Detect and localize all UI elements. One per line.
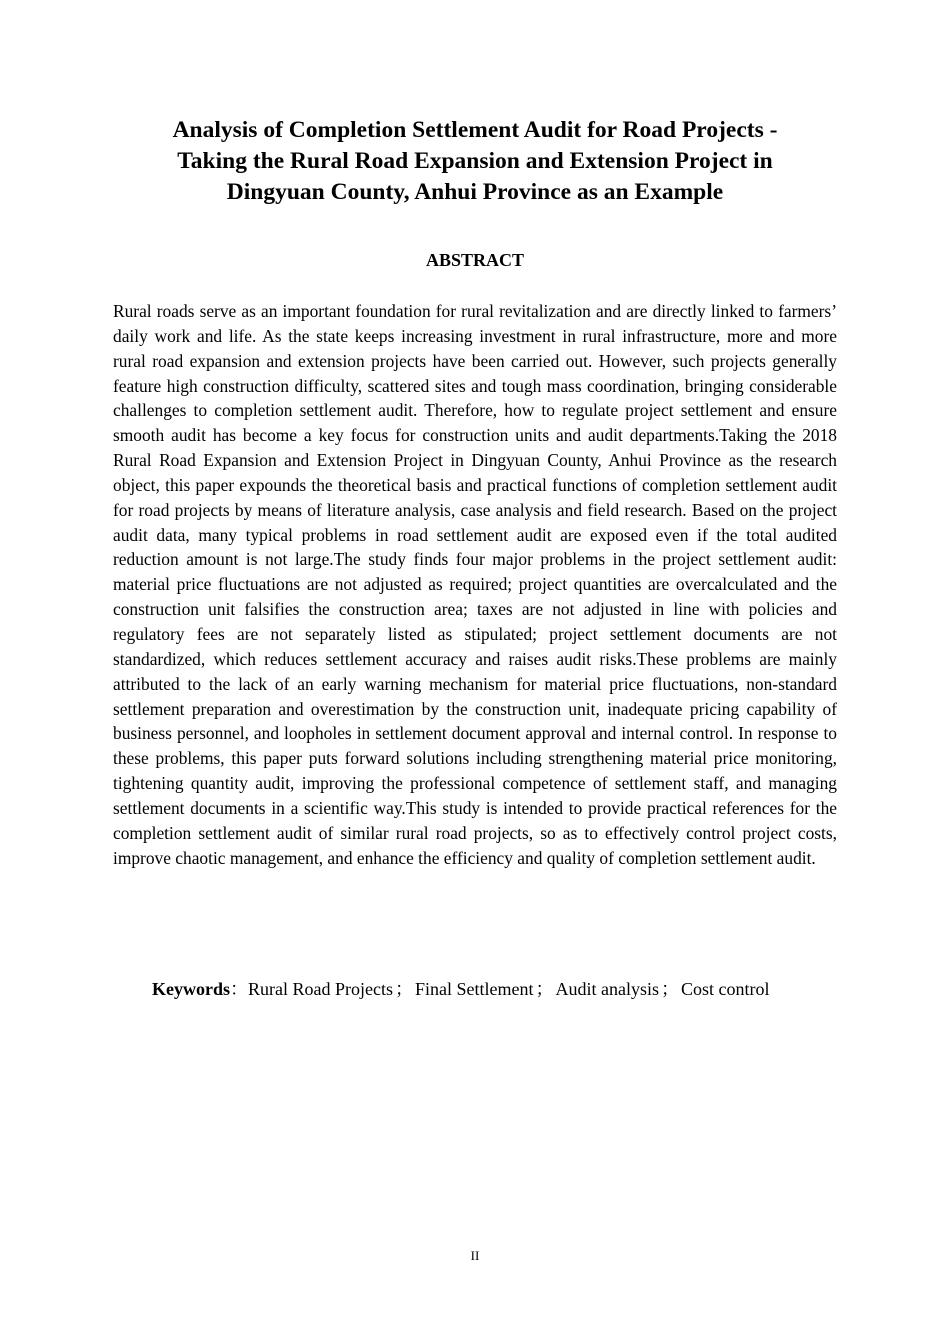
keyword-separator: ； bbox=[660, 979, 679, 999]
keywords-line bbox=[152, 977, 852, 1001]
keyword-item: Audit analysis bbox=[555, 979, 659, 999]
title-line: Taking the Rural Road Expansion and Extension Project in bbox=[177, 148, 773, 174]
title-line: Analysis of Completion Settlement Audit for Road Projects - bbox=[172, 117, 778, 143]
keyword-item: Cost control bbox=[680, 979, 770, 999]
keywords-label: Keywords bbox=[152, 979, 230, 999]
abstract-heading: ABSTRACT bbox=[425, 250, 525, 270]
keywords-label-separator: ： bbox=[230, 979, 248, 999]
page-number: II bbox=[470, 1248, 480, 1263]
title-line: Dingyuan County, Anhui Province as an Example bbox=[226, 179, 724, 205]
keyword-separator: ； bbox=[394, 979, 413, 999]
keyword-separator: ； bbox=[535, 979, 554, 999]
paper-title bbox=[113, 115, 837, 208]
keyword-item: Rural Road Projects bbox=[248, 979, 393, 999]
keyword-item: Final Settlement bbox=[414, 979, 534, 999]
abstract-body: Rural roads serve as an important foundation for rural revitalization and are directly linked to farmers’ daily work and life. As the state keeps increasing investment in rural infrastructure, more and more rural road expansion and extension projects have been carried out. However, such projects generally feature high construction difficulty, scattered sites and tough mass coordination, bringing considerable challenges to completion settlement audit. Therefore, how to regulate project settlement and ensure smooth audit has become a key focus for construction units and audit departments.Taking the 2018 Rural Road Expansion and Extension Project in Dingyuan County, Anhui Province as the research object, this paper expounds the theoretical basis and practical functions of completion settlement audit for road projects by means of literature analysis, case analysis and field research. Based on the project audit data, many typical problems in road settlement audit are exposed even if the total audited reduction amount is not large.The study finds four major problems in the project settlement audit: material price fluctuations are not adjusted as required; project quantities are overcalculated and the construction unit falsifies the construction area; taxes are not adjusted in line with policies and regulatory fees are not separately listed as stipulated; project settlement documents are not standardized, which reduces settlement accuracy and raises audit risks.These problems are mainly attributed to the lack of an early warning mechanism for material price fluctuations, non-standard settlement preparation and overestimation by the construction unit, inadequate pricing capability of business personnel, and loopholes in settlement document approval and internal control. In response to these problems, this paper puts forward solutions including strengthening material price monitoring, tightening quantity audit, improving the professional competence of settlement staff, and managing settlement documents in a scientific way.This study is intended to provide practical references for the completion settlement audit of similar rural road projects, so as to effectively control project costs, improve chaotic management, and enhance the efficiency and quality of completion settlement audit. bbox=[113, 301, 837, 868]
